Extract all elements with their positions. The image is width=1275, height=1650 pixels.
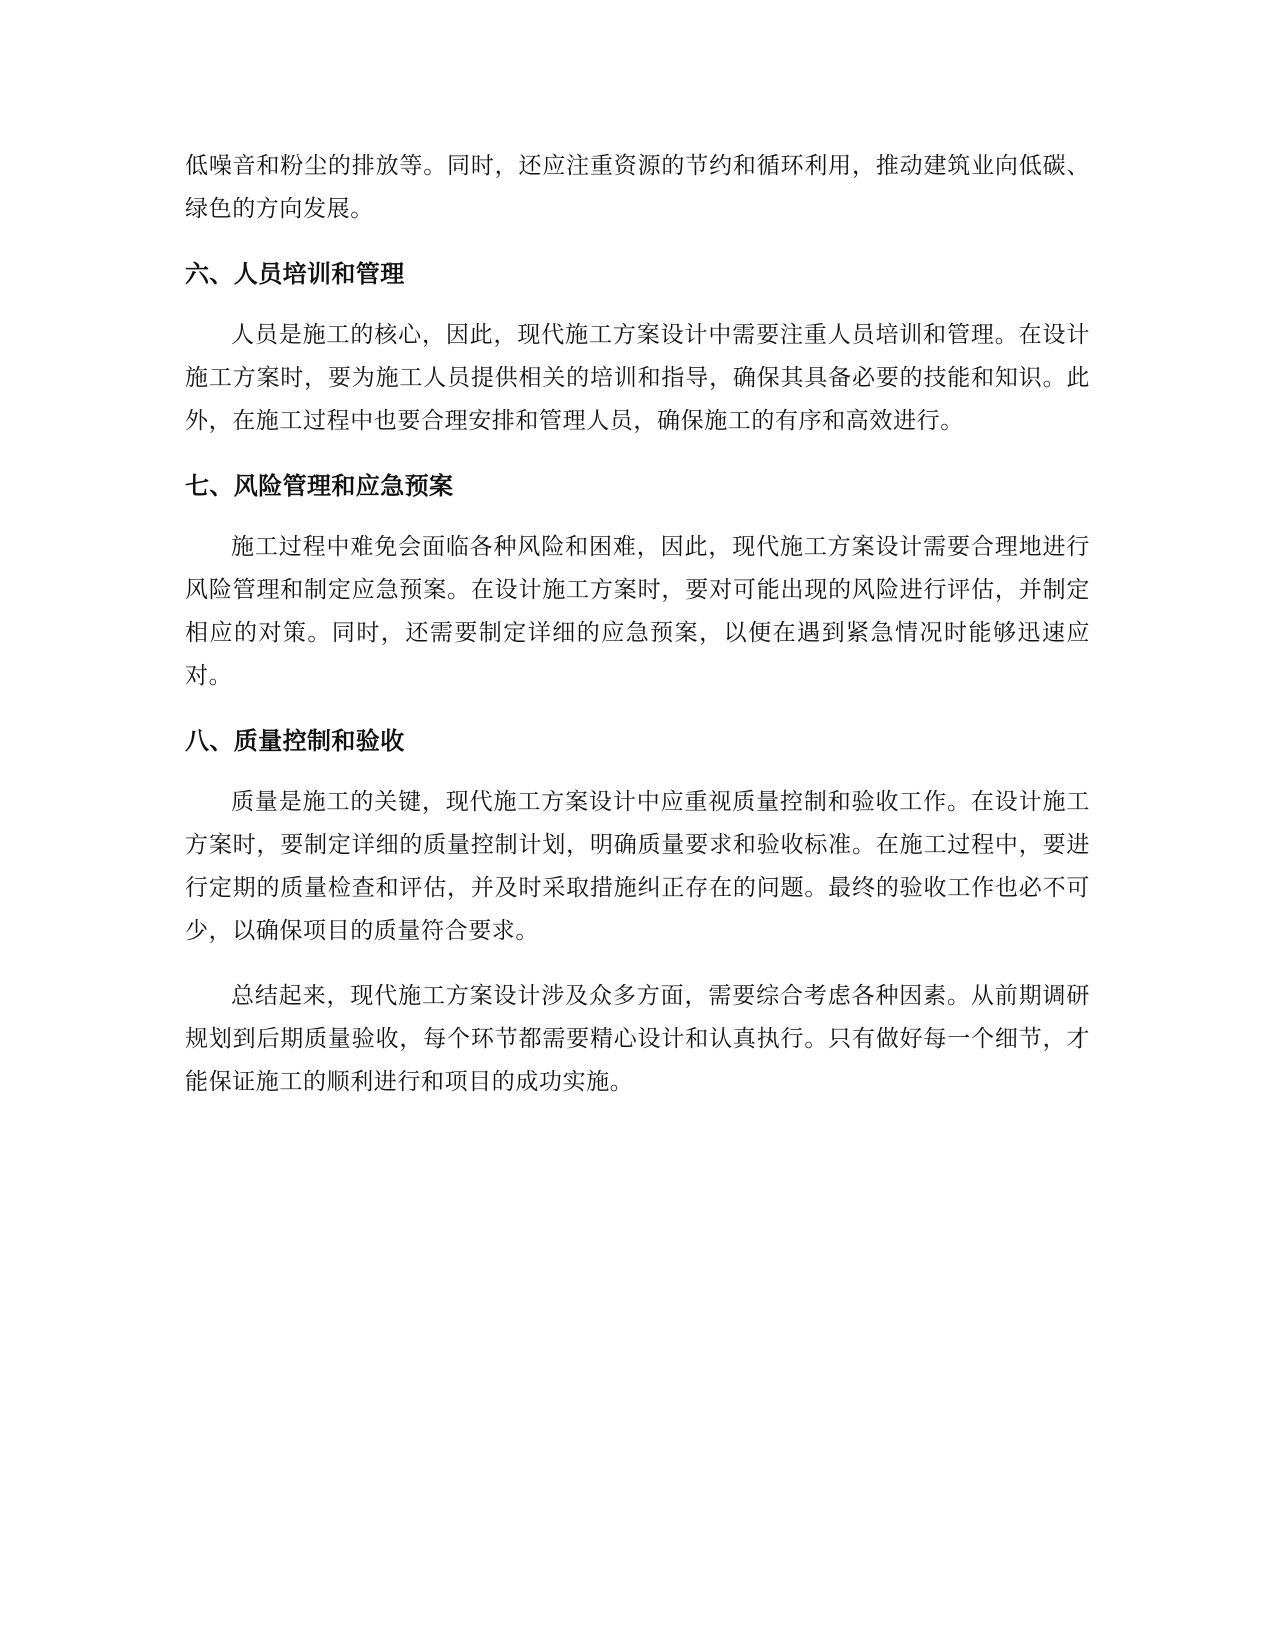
- section-body-personnel: 人员是施工的核心，因此，现代施工方案设计中需要注重人员培训和管理。在设计施工方案时，要为施工人员提供相关的培训和指导，确保其具备必要的技能和知识。此外，在施工过程中也要合理安排和管理人员，确保施工的有序和高效进行。: [185, 322, 1090, 434]
- section-body-risk: 施工过程中难免会面临各种风险和困难，因此，现代施工方案设计需要合理地进行风险管理和制定应急预案。在设计施工方案时，要对可能出现的风险进行评估，并制定相应的对策。同时，还需要制定详细的应急预案，以便在遇到紧急情况时能够迅速应对。: [185, 534, 1090, 689]
- section-heading-quality: 八、质量控制和验收: [185, 727, 405, 755]
- intro-continuation-paragraph: 低噪音和粉尘的排放等。同时，还应注重资源的节约和循环利用，推动建筑业向低碳、绿色的方向发展。: [185, 153, 1090, 222]
- document-body: [185, 145, 1090, 1104]
- section-heading-risk: 七、风险管理和应急预案: [185, 472, 454, 500]
- section-heading-personnel: 六、人员培训和管理: [185, 260, 405, 288]
- section-body-quality: 质量是施工的关键，现代施工方案设计中应重视质量控制和验收工作。在设计施工方案时，要制定详细的质量控制计划，明确质量要求和验收标准。在施工过程中，要进行定期的质量检查和评估，并及时采取措施纠正存在的问题。最终的验收工作也必不可少，以确保项目的质量符合要求。: [185, 789, 1090, 944]
- conclusion-paragraph: 总结起来，现代施工方案设计涉及众多方面，需要综合考虑各种因素。从前期调研规划到后期质量验收，每个环节都需要精心设计和认真执行。只有做好每一个细节，才能保证施工的顺利进行和项目的成功实施。: [185, 983, 1090, 1095]
